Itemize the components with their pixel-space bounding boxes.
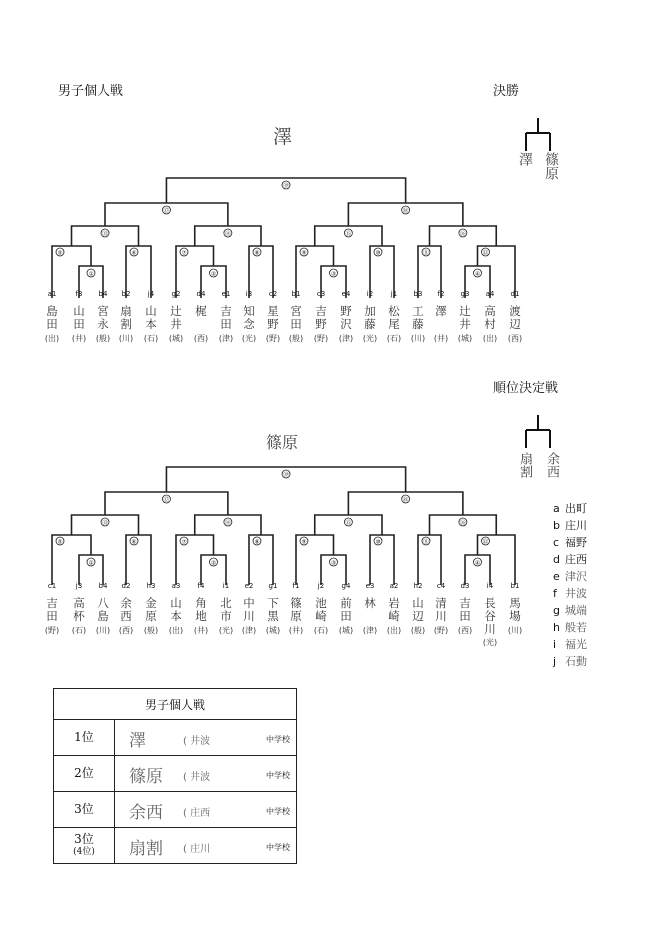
r1-node-3-label: ③	[331, 271, 336, 278]
player-school: (井)	[288, 626, 304, 635]
player-name: 辻 井	[459, 304, 471, 331]
r2-match-2	[126, 535, 151, 585]
player-code: f1	[292, 582, 300, 590]
r2-node-4-label: ⑧	[254, 250, 260, 257]
player-name: 澤	[435, 304, 447, 318]
player-school: (西)	[457, 626, 473, 635]
legend-school: 福野	[565, 536, 587, 549]
r2-node-8-label: ⑫	[482, 250, 489, 257]
result-cell	[115, 828, 297, 864]
legend-item	[553, 653, 587, 670]
legend-key: d	[553, 553, 560, 566]
player-name: 宮 永	[97, 304, 109, 331]
player-code: c4	[436, 582, 446, 590]
legend-school: 城端	[565, 604, 587, 617]
player-name: 金 原	[145, 596, 157, 623]
player-code: f3	[75, 290, 83, 298]
top-title: 男子個人戦	[58, 84, 124, 99]
r3-node-3-label: ⑮	[345, 520, 352, 527]
player-code: e3	[365, 582, 375, 590]
r2-node-3-label: ⑦	[181, 250, 187, 257]
r2-node-6-label: ⑩	[375, 539, 381, 546]
player-code: i4	[486, 582, 494, 590]
player-name: 辻 井	[170, 304, 182, 331]
school-suffix: 中学校	[266, 843, 290, 852]
player-name: 島 田	[46, 304, 58, 331]
player-code: b4	[98, 290, 108, 298]
player-name: 中 川	[243, 596, 255, 623]
player-school: (野)	[265, 334, 281, 343]
player-school: (般)	[410, 626, 426, 635]
player-name: 高 村	[484, 304, 496, 331]
player-code: f4	[197, 582, 205, 590]
player-name: 清 川	[435, 596, 447, 623]
player-name: 角 地	[195, 596, 207, 623]
school-suffix: 中学校	[266, 807, 290, 816]
player-school: (出)	[386, 626, 402, 635]
final-node-label: ⑲	[283, 183, 289, 190]
player-name: 吉 田	[220, 304, 232, 331]
legend-school: 福光	[565, 638, 587, 651]
player-code: i2	[366, 290, 374, 298]
player-school: (石)	[386, 334, 402, 343]
winner-school: ( 井波	[183, 736, 211, 747]
r3-node-2-label: ⑭	[225, 231, 231, 238]
player-school: (津)	[362, 626, 378, 635]
player-school: (城)	[457, 334, 473, 343]
player-name: 岩 崎	[388, 596, 400, 623]
player-school: (光)	[241, 334, 257, 343]
player-name: 知 念	[243, 304, 255, 331]
result-cell	[115, 792, 297, 828]
rank-cell	[54, 792, 115, 828]
semi-node-1-label: ⑰	[163, 497, 170, 504]
player-school: (津)	[218, 334, 234, 343]
player-name: 山 本	[170, 596, 182, 623]
player-code: a2	[389, 582, 399, 590]
legend-school: 庄西	[565, 553, 587, 566]
r1-node-1-label: ①	[88, 560, 94, 567]
player-name: 吉 田	[46, 596, 58, 623]
winner-name: 扇割	[129, 839, 163, 859]
school-suffix: 中学校	[266, 771, 290, 780]
r2-node-6-label: ⑩	[375, 250, 381, 257]
player-school: (野)	[433, 626, 449, 635]
player-code: f2	[437, 290, 445, 298]
player-school: (出)	[168, 626, 184, 635]
r2-node-8-label: ⑫	[482, 539, 489, 546]
rank-label: 3位	[74, 831, 94, 846]
r3-node-2-label: ⑭	[225, 520, 231, 527]
top-final-right: 篠原	[543, 152, 559, 180]
player-name: 野 沢	[340, 304, 352, 331]
bottom-bracket	[0, 445, 560, 585]
player-code: a4	[485, 290, 495, 298]
r3-node-4-label: ⑯	[460, 231, 466, 238]
rank-cell	[54, 756, 115, 792]
winner-school: ( 庄川	[183, 844, 211, 855]
winner-school: ( 庄西	[183, 808, 211, 819]
r1-node-1-label: ①	[88, 271, 94, 278]
results-row	[54, 828, 297, 864]
rank-sub: (4位)	[73, 846, 95, 857]
rank-label: 2位	[74, 766, 94, 780]
results-table	[53, 688, 297, 864]
player-school: (光)	[482, 638, 498, 647]
player-name: 工 藤	[412, 304, 424, 331]
player-name: 梶	[195, 304, 207, 318]
player-name: 馬 場	[509, 596, 521, 623]
legend-school: 石動	[565, 655, 587, 668]
player-name: 吉 田	[459, 596, 471, 623]
player-name: 前 田	[340, 596, 352, 623]
player-name: 扇 割	[120, 304, 132, 331]
r1-node-4-label: ④	[475, 271, 480, 278]
top-bracket	[0, 140, 560, 300]
legend-item	[553, 585, 587, 602]
player-name: 長 谷 川	[484, 596, 496, 636]
r2-node-3-label: ⑦	[181, 539, 187, 546]
player-code: a1	[47, 290, 57, 298]
legend-key: a	[553, 502, 560, 515]
player-code: a3	[171, 582, 181, 590]
player-name: 松 尾	[388, 304, 400, 331]
player-code: h3	[146, 582, 156, 590]
player-school: (井)	[193, 626, 209, 635]
player-school: (津)	[338, 334, 354, 343]
r2-node-4-label: ⑧	[254, 539, 260, 546]
player-school: (石)	[313, 626, 329, 635]
player-school: (般)	[143, 626, 159, 635]
player-code: g3	[460, 290, 470, 298]
semi-node-1-label: ⑰	[163, 208, 170, 215]
legend-key: h	[553, 621, 560, 634]
r3-node-3-label: ⑮	[345, 231, 352, 238]
player-school: (石)	[143, 334, 159, 343]
r1-node-2-label: ②	[211, 271, 216, 278]
player-code: j3	[75, 582, 83, 590]
player-code: c3	[316, 290, 326, 298]
legend-key: c	[553, 536, 560, 549]
legend-key: j	[553, 655, 557, 668]
rank-label: 1位	[74, 730, 94, 744]
school-legend	[553, 500, 587, 670]
semi-node-2-label: ⑱	[402, 497, 409, 504]
player-name: 下 黒	[267, 596, 279, 623]
player-code: i3	[245, 290, 253, 298]
player-school: (野)	[44, 626, 60, 635]
player-school: (城)	[168, 334, 184, 343]
legend-item	[553, 551, 587, 568]
winner-name: 澤	[129, 731, 146, 751]
player-name: 山 田	[73, 304, 85, 331]
r3-node-1-label: ⑬	[102, 520, 108, 527]
r2-node-2-label: ⑥	[131, 539, 137, 546]
player-school: (川)	[410, 334, 426, 343]
bottom-winner: 篠原	[266, 433, 299, 452]
legend-key: g	[553, 604, 560, 617]
player-school: (石)	[71, 626, 87, 635]
r2-node-1-label: ⑤	[57, 250, 63, 257]
legend-school: 津沢	[565, 570, 587, 583]
player-school: (城)	[265, 626, 281, 635]
player-name: 余 西	[120, 596, 132, 623]
player-name: 吉 野	[315, 304, 327, 331]
player-code: c2	[268, 290, 278, 298]
player-code: j1	[390, 290, 398, 298]
player-code: j2	[317, 582, 325, 590]
player-school: (般)	[95, 334, 111, 343]
player-code: c1	[47, 582, 57, 590]
player-school: (川)	[118, 334, 134, 343]
player-code: d3	[460, 582, 470, 590]
result-cell	[115, 756, 297, 792]
legend-key: b	[553, 519, 560, 532]
results-row	[54, 792, 297, 828]
player-school: (西)	[507, 334, 523, 343]
player-code: d2	[121, 582, 131, 590]
bottom-final-left: 扇割	[517, 452, 532, 478]
player-code: g1	[268, 582, 278, 590]
r2-node-1-label: ⑤	[57, 539, 63, 546]
player-school: (出)	[482, 334, 498, 343]
player-code: b4	[98, 582, 108, 590]
r1-node-4-label: ④	[475, 560, 480, 567]
player-school: (出)	[44, 334, 60, 343]
player-name: 高 杯	[73, 596, 85, 623]
player-name: 渡 辺	[509, 304, 521, 331]
r2-node-5-label: ⑨	[301, 250, 307, 257]
top-winner: 澤	[273, 126, 293, 148]
final-label: 決勝	[493, 84, 520, 99]
player-name: 加 藤	[364, 304, 376, 331]
legend-key: e	[553, 570, 560, 583]
player-school: (川)	[95, 626, 111, 635]
winner-name: 篠原	[129, 767, 163, 787]
legend-item	[553, 568, 587, 585]
legend-item	[553, 602, 587, 619]
r1-node-3-label: ③	[331, 560, 336, 567]
player-name: 山 本	[145, 304, 157, 331]
r1-node-2-label: ②	[211, 560, 216, 567]
player-name: 八 島	[97, 596, 109, 623]
player-school: (城)	[338, 626, 354, 635]
player-code: d4	[196, 290, 206, 298]
player-school: (光)	[218, 626, 234, 635]
r2-node-2-label: ⑥	[131, 250, 137, 257]
player-school: (西)	[193, 334, 209, 343]
rank-cell	[54, 720, 115, 756]
player-code: e1	[221, 290, 231, 298]
player-school: (光)	[362, 334, 378, 343]
player-code: e2	[244, 582, 254, 590]
player-name: 篠 原	[290, 596, 302, 623]
player-code: i1	[222, 582, 230, 590]
bottom-final-right: 余西	[544, 452, 559, 478]
player-code: b2	[121, 290, 131, 298]
results-row	[54, 756, 297, 792]
semi-node-2-label: ⑱	[402, 208, 409, 215]
player-school: (井)	[433, 334, 449, 343]
rank-label: 3位	[74, 802, 94, 816]
player-name: 宮 田	[290, 304, 302, 331]
player-school: (野)	[313, 334, 329, 343]
r2-node-5-label: ⑨	[301, 539, 307, 546]
player-code: b3	[413, 290, 423, 298]
player-name: 池 崎	[315, 596, 327, 623]
rank-cell	[54, 828, 115, 864]
legend-item	[553, 500, 587, 517]
results-title: 男子個人戦	[54, 689, 297, 720]
player-code: h2	[413, 582, 423, 590]
player-school: (津)	[241, 626, 257, 635]
player-code: d1	[510, 290, 520, 298]
player-code: g2	[171, 290, 181, 298]
legend-item	[553, 534, 587, 551]
player-name: 北 市	[220, 596, 232, 623]
school-suffix: 中学校	[266, 735, 290, 744]
result-cell	[115, 720, 297, 756]
legend-key: f	[553, 587, 557, 600]
legend-item	[553, 636, 587, 653]
player-code: e4	[341, 290, 351, 298]
legend-school: 出町	[565, 502, 587, 515]
player-code: g4	[341, 582, 351, 590]
winner-school: ( 井波	[183, 772, 211, 783]
legend-item	[553, 619, 587, 636]
player-school: (西)	[118, 626, 134, 635]
legend-school: 井波	[565, 587, 587, 600]
r3-node-1-label: ⑬	[102, 231, 108, 238]
legend-key: i	[553, 638, 557, 651]
r2-node-7-label: ⑪	[423, 539, 429, 546]
player-name: 星 野	[267, 304, 279, 331]
player-school: (川)	[507, 626, 523, 635]
r2-node-7-label: ⑪	[423, 250, 429, 257]
winner-name: 余西	[129, 803, 163, 823]
final-node-label: ⑲	[283, 472, 289, 479]
player-code: b1	[291, 290, 301, 298]
player-name: 山 辺	[412, 596, 424, 623]
player-school: (井)	[71, 334, 87, 343]
r3-node-4-label: ⑯	[460, 520, 466, 527]
results-row	[54, 720, 297, 756]
legend-school: 庄川	[565, 519, 587, 532]
player-school: (般)	[288, 334, 304, 343]
player-code: j4	[147, 290, 155, 298]
legend-item	[553, 517, 587, 534]
player-name: 林	[364, 596, 376, 610]
top-final-left: 澤	[517, 152, 533, 166]
legend-school: 般若	[565, 621, 587, 634]
bottom-title: 順位決定戦	[493, 381, 559, 396]
player-code: b1	[510, 582, 520, 590]
